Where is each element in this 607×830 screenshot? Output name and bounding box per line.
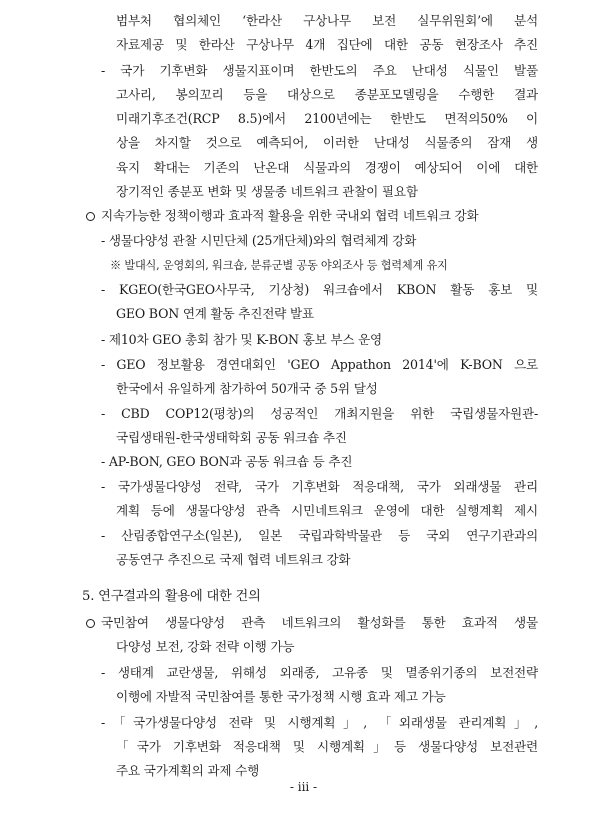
text-line: - GEO 정보활용 경연대회인 'GEO Appathon 2014'에 K-BON 으로 bbox=[101, 357, 538, 372]
circle-bullet-icon bbox=[86, 619, 95, 628]
text-line: 자료제공 및 한라산 구상나무 4개 집단에 대한 공동 현장조사 추진 bbox=[116, 37, 538, 52]
text-line: - AP-BON, GEO BON과 공동 워크숍 등 추진 bbox=[101, 454, 353, 469]
text-line: - 생태계 교란생물, 위해성 외래종, 고유종 및 멸종위기종의 보전전략 bbox=[101, 665, 538, 680]
text-line: 다양성 보전, 강화 전략 이행 가능 bbox=[116, 639, 295, 654]
note-line: ※ 발대식, 운영회의, 워크숍, 분류군별 공동 야외조사 등 협력체계 유지 bbox=[110, 259, 448, 272]
text-line: 이행에 자발적 국민참여를 통한 국가정책 시행 효과 제고 가능 bbox=[116, 689, 446, 704]
text-line: 국립생태원-한국생태학회 공동 워크숍 추진 bbox=[116, 430, 347, 445]
text-line: 상을 차지할 것으로 예측되어, 이러한 난대성 식물종의 잠재 생 bbox=[116, 135, 538, 150]
text-line: 「국가 기후변화 적응대책 및 시행계획」등 생물다양성 보전관련 bbox=[116, 739, 538, 754]
text-line: - KGEO(한국GEO사무국, 기상청) 워크숍에서 KBON 활동 홍보 및 bbox=[101, 282, 538, 297]
text-line: 미래기후조건(RCP 8.5)에서 2100년에는 한반도 면적의50% 이 bbox=[116, 111, 538, 126]
text-line: 주요 국가계획의 과제 수행 bbox=[116, 763, 260, 778]
section-bullet-text: 지속가능한 정책이행과 효과적 활용을 위한 국내외 협력 네트워크 강화 bbox=[101, 208, 479, 223]
text-line: GEO BON 연계 활동 추진전략 발표 bbox=[116, 306, 314, 321]
page-number: - iii - bbox=[289, 780, 318, 794]
text-line: - 국가생물다양성 전략, 국가 기후변화 적응대책, 국가 외래생물 관리 bbox=[101, 479, 538, 494]
text-line: - CBD COP12(평창)의 성공적인 개최지원을 위한 국립생물자원관- bbox=[101, 406, 538, 421]
text-line: - 생물다양성 관찰 시민단체 (25개단체)와의 협력체계 강화 bbox=[101, 233, 417, 248]
text-line: - 국가 기후변화 생물지표이며 한반도의 주요 난대성 식물인 발풀 bbox=[101, 63, 538, 78]
circle-bullet-icon bbox=[86, 212, 95, 221]
text-line: 장기적인 종분포 변화 및 생물종 네트워크 관찰이 필요함 bbox=[116, 184, 418, 199]
text-line: 범부처 협의체인 ‘한라산 구상나무 보전 실무위원회’에 분석 bbox=[116, 13, 538, 28]
section-heading: 5. 연구결과의 활용에 대한 건의 bbox=[82, 589, 261, 604]
text-line: 공동연구 추진으로 국제 협력 네트워크 강화 bbox=[116, 552, 351, 567]
text-line: 계획 등에 생물다양성 관측 시민네트워크 운영에 대한 실행계획 제시 bbox=[116, 503, 538, 518]
text-line: - 제10차 GEO 총회 참가 및 K-BON 홍보 부스 운영 bbox=[101, 332, 383, 347]
text-line: 육지 확대는 기존의 난온대 식물과의 경쟁이 예상되어 이에 대한 bbox=[116, 160, 538, 175]
text-line: - 산림종합연구소(일본), 일본 국립과학박물관 등 국외 연구기관과의 bbox=[101, 528, 538, 543]
text-line: 한국에서 유일하게 참가하여 50개국 중 5위 달성 bbox=[116, 381, 378, 396]
text-line: 고사리, 봉의꼬리 등을 대상으로 종분포모델링을 수행한 결과 bbox=[116, 87, 538, 102]
text-line: -「국가생물다양성 전략 및 시행계획」, 「외래생물 관리계획」, bbox=[101, 715, 538, 730]
section-bullet-text: 국민참여 생물다양성 관측 네트워크의 활성화를 통한 효과적 생물 bbox=[101, 615, 538, 630]
